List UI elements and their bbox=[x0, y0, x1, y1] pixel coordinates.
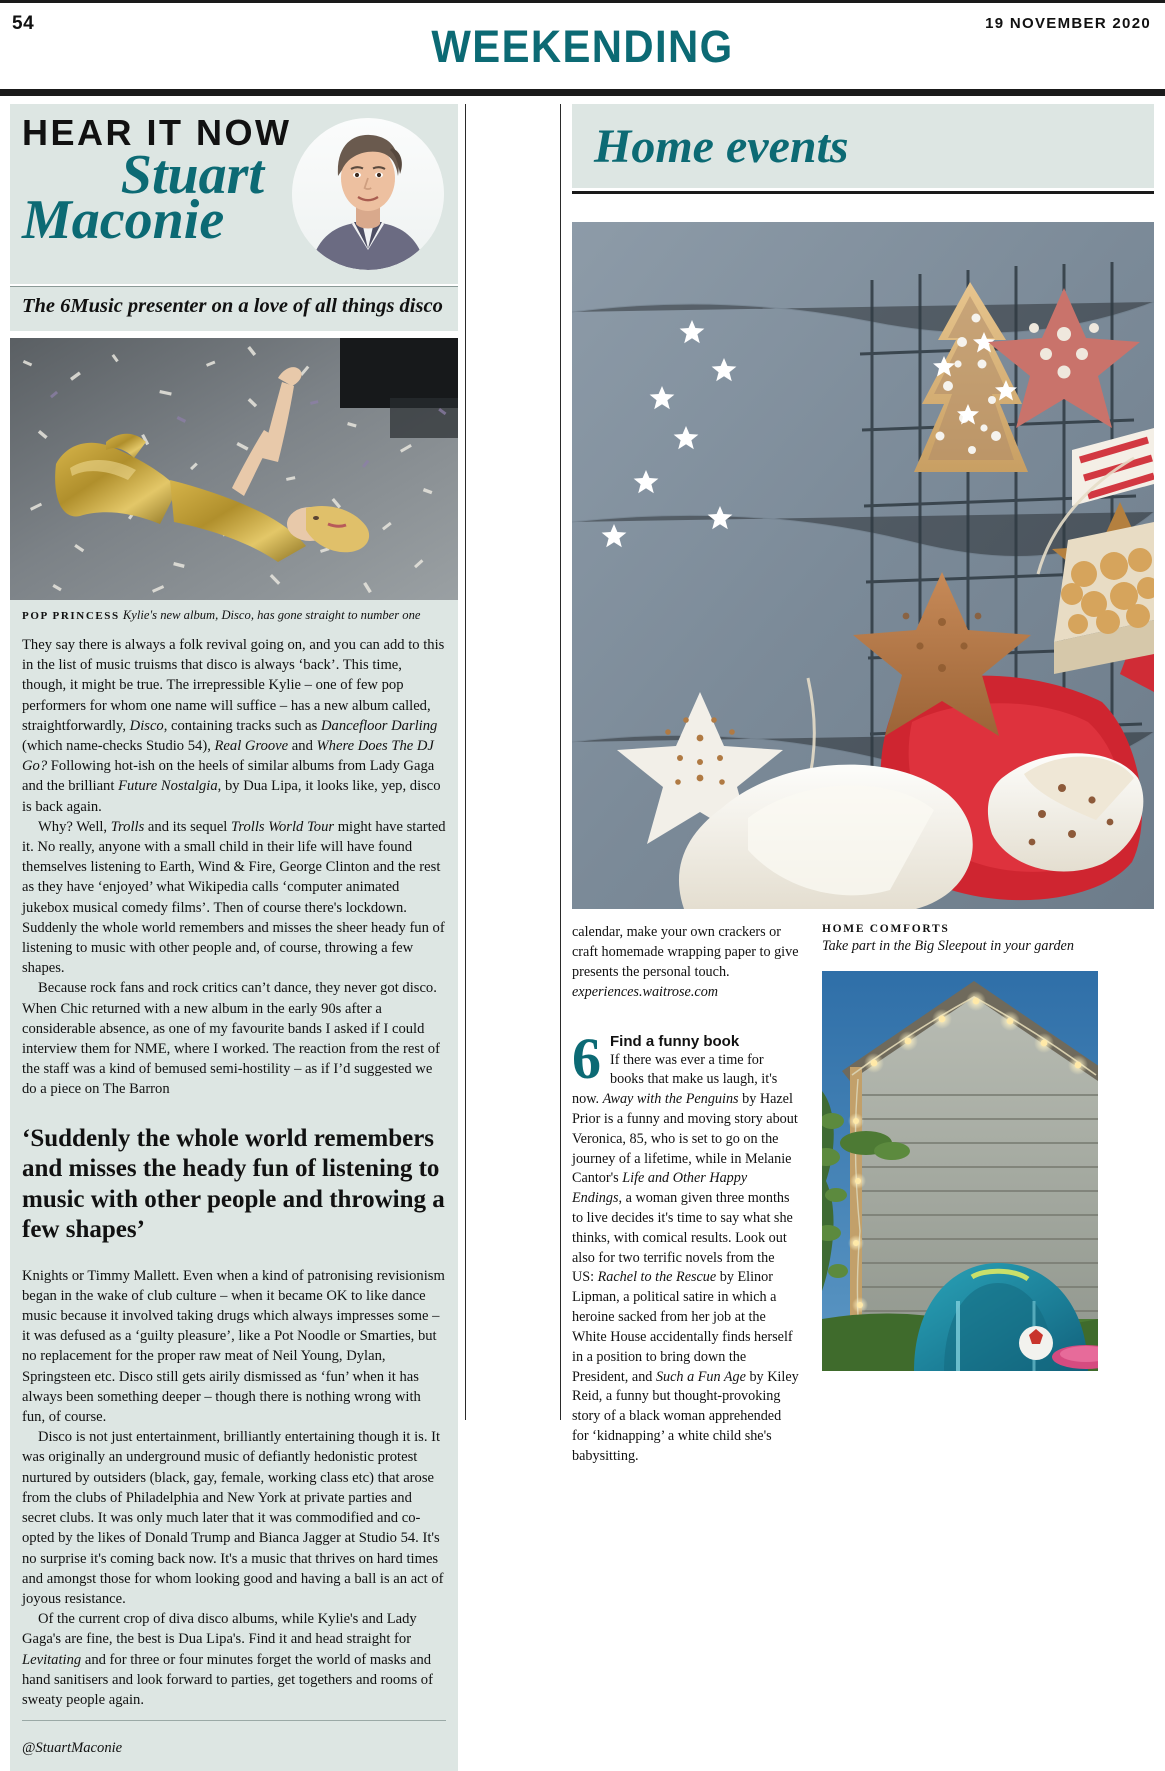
author-last-name: Maconie bbox=[22, 189, 225, 252]
kylie-photo-caption bbox=[10, 600, 458, 629]
column-rule-right bbox=[560, 104, 561, 1420]
section-title: WEEKENDING bbox=[431, 21, 734, 72]
continuation-text bbox=[572, 923, 800, 1003]
paragraph: Because rock fans and rock critics can’t dance, they never got disco. When Chic returned with a new album in the early 90s after a considerable absence, as one of my favourite bands I asked if I could interview them for NME, where I worked. The reaction from the rest of the staff was a kind of bemused semi-hostility – as if I’d suggested we do a piece on The Barron bbox=[22, 980, 440, 1098]
item-number: 6 bbox=[572, 1025, 601, 1091]
paragraph: Why? Well, Trolls and its sequel Trolls World Tour might have started it. No really, anyone with a small child in their life will have found themselves listening to Earth, Wind & Fire, George Clinton and the rest as they have ‘enjoyed’ what Wikipedia calls ‘computer animated jukebox musical comedy films’. Then of course there's lockdown. Suddenly the whole world remembers and misses the sheer heady fun of listening to music with other people and, of course, throwing a few shapes. bbox=[22, 818, 446, 977]
continuation-url: experiences.waitrose.com bbox=[572, 983, 719, 1000]
article-paragraphs-top bbox=[22, 635, 446, 1100]
article-body-top bbox=[10, 629, 458, 1110]
caption-text: Kylie's new album, Disco, has gone straight to number one bbox=[122, 607, 421, 622]
header-rule bbox=[0, 89, 1165, 96]
home-events-lower bbox=[572, 923, 1154, 1467]
home-events-title: Home events bbox=[594, 119, 849, 173]
home-events-header bbox=[572, 104, 1154, 188]
author-first-name: Stuart bbox=[120, 143, 264, 206]
issue-date: 19 NOVEMBER 2020 bbox=[985, 15, 1151, 32]
paragraph: Of the current crop of diva disco albums, while Kylie's and Lady Gaga's are fine, the best is Dua Lipa's. Find it and head straight for Levitating and for three or four minutes forget the world of masks and hand sanitisers and look forward to parties, get togethers and rooms of sweaty people again. bbox=[22, 1611, 433, 1708]
paragraph: Knights or Timmy Mallett. Even when a kind of patronising revisionism began in the wake of club culture – when it became OK to like dance music because it involved taking drugs which always impresses some – it was defused as a ‘guilty pleasure’, like a Pot Noodle or Smarties, but no replacement for the proper raw meat of Neil Young, Dylan, Springsteen etc. Disco still gets airily dismissed as ‘fun’ when it has always been something deeper – though there is nothing wrong with fun, of course. bbox=[22, 1267, 445, 1426]
kylie-photo-image bbox=[10, 338, 458, 600]
biscuits-photo-image bbox=[572, 222, 1154, 909]
biscuits-photo bbox=[572, 222, 1154, 909]
author-handle: @StuartMaconie bbox=[10, 1731, 458, 1771]
caption-label: POP PRINCESS bbox=[22, 609, 120, 622]
column-rule-left bbox=[465, 104, 466, 1420]
article-body-bottom bbox=[10, 1260, 458, 1731]
article-masthead bbox=[10, 104, 458, 284]
pull-quote: ‘Suddenly the whole world remembers and misses the heady fun of listening to music with other people and throwing a few shapes’ bbox=[10, 1110, 458, 1260]
numbered-item-6 bbox=[572, 1025, 800, 1467]
home-events-rule bbox=[572, 191, 1154, 194]
article-kicker: HEAR IT NOW bbox=[22, 112, 292, 153]
tent-photo bbox=[822, 971, 1098, 1371]
continuation-column bbox=[572, 923, 800, 1467]
byline-divider bbox=[22, 1720, 446, 1721]
article-column bbox=[10, 104, 458, 1771]
home-comforts-caption: Take part in the Big Sleepout in your garden bbox=[822, 938, 1074, 954]
page-body bbox=[0, 96, 1165, 1757]
home-comforts-label: HOME COMFORTS bbox=[822, 923, 950, 935]
page-number: 54 bbox=[12, 13, 35, 34]
author-portrait bbox=[292, 118, 444, 270]
tent-photo-image bbox=[822, 971, 1098, 1371]
home-events-column bbox=[572, 104, 1154, 1467]
item-headline: Find a funny book bbox=[610, 1032, 740, 1050]
kylie-photo bbox=[10, 338, 458, 600]
continuation-body: calendar, make your own crackers or craft homemade wrapping paper to give presents the personal touch. bbox=[572, 924, 799, 980]
article-standfirst: The 6Music presenter on a love of all things disco bbox=[10, 287, 458, 331]
article-paragraphs-bottom bbox=[22, 1266, 446, 1710]
paragraph: Disco is not just entertainment, brilliantly entertaining though it is. It was originally an underground music of defiantly hedonistic protest nurtured by outsiders (black, gay, female, working class etc) that arose from the clubs of Philadelphia and New York at private parties and secret clubs. It was only much later that it was commodified and co-opted by the likes of Donald Trump and Bianca Jagger at Studio 54. It's no surprise it's coming back now. It's a music that thrives on hard times and amongst those for whom looking good and having a ball is an act of joyous resistance. bbox=[22, 1429, 444, 1607]
item-body: If there was ever a time for books that make us laugh, it's now. Away with the Penguins by Hazel Prior is a funny and moving story about Veronica, 85, who is set to go on the journey of a lifetime, while in Melanie Cantor's Life and Other Happy Endings, a woman given three months to live decides it's time to say what she thinks, with comical results. Look out also for two terrific novels from the US: Rachel to the Rescue by Elinor Lipman, a political satire in which a heroine sacked from her job at the White House accidentally finds herself in a position to bring down the President, and Such a Fun Age by Kiley Reid, a funny but thought-provoking story of a black woman apprehended for ‘kidnapping’ a white child she's babysitting. bbox=[572, 1051, 799, 1464]
paragraph: They say there is always a folk revival going on, and you can add to this in the list of music truisms that disco is always ‘back’. This time, though, it might be true. The irrepressible Kylie – one of few pop performers for whom one name will suffice – has a new album called, straightforwardly, Disco, containing tracks such as Dancefloor Darling (which name-checks Studio 54), Real Groove and Where Does The DJ Go? Following hot-ish on the heels of similar albums from Lady Gaga and the brilliant Future Nostalgia, by Dua Lipa, it looks like, yep, disco is back again. bbox=[22, 636, 445, 815]
home-comforts-column bbox=[822, 923, 1098, 1467]
masthead bbox=[0, 3, 1165, 87]
portrait-image bbox=[292, 118, 444, 270]
